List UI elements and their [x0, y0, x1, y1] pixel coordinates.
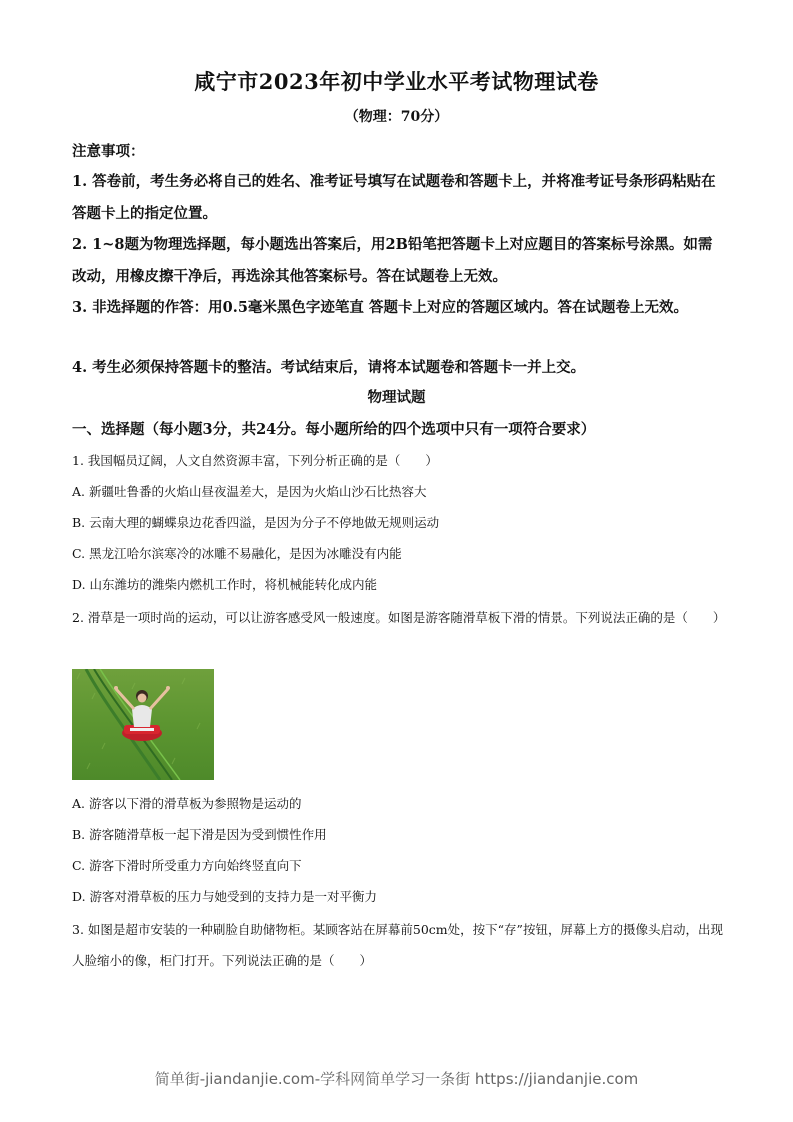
grass-sliding-photo: [72, 669, 214, 780]
option-d: D. 游客对滑草板的压力与她受到的支持力是一对平衡力: [72, 889, 378, 904]
note-item: 4. 考生必须保持答题卡的整洁。考试结束后，请将本试题卷和答题卡一并上交。: [72, 359, 586, 376]
note-item: 2. 1~8题为物理选择题，每小题选出答案后，用2B铅笔把答题卡上对应题目的答案标号涂黑。如需改动，用橡皮擦干净后，再选涂其他答案标号。答在试题卷上无效。: [72, 236, 713, 285]
section-heading: 一、选择题（每小题3分，共24分。每小题所给的四个选项中只有一项符合要求）: [72, 421, 596, 438]
option-b: B. 云南大理的蝴蝶泉边花香四溢，是因为分子不停地做无规则运动: [72, 515, 440, 530]
notes-heading: 注意事项：: [72, 143, 145, 160]
option-a: A. 游客以下滑的滑草板为参照物是运动的: [72, 796, 302, 811]
option-d: D. 山东潍坊的潍柴内燃机工作时，将机械能转化成内能: [72, 577, 378, 592]
section-title: 物理试题: [367, 389, 426, 406]
page-title: 咸宁市2023年初中学业水平考试物理试卷: [194, 69, 599, 94]
note-item: 1. 答卷前，考生务必将自己的姓名、准考证号填写在试题卷和答题卡上，并将准考证号条形码粘贴在答题卡上的指定位置。: [72, 173, 716, 222]
question-stem: 1. 我国幅员辽阔，人文自然资源丰富，下列分析正确的是（ ）: [72, 453, 438, 468]
question-stem: 2. 滑草是一项时尚的运动，可以让游客感受风一般速度。如图是游客随滑草板下滑的情景。下列说法正确的是（ ）: [72, 610, 726, 625]
option-a: A. 新疆吐鲁番的火焰山昼夜温差大，是因为火焰山沙石比热容大: [72, 484, 427, 499]
footer-watermark: 简单街-jiandanjie.com-学科网简单学习一条街 https://jiandanjie.com: [154, 1070, 639, 1088]
note-item: 3. 非选择题的作答：用0.5毫米黑色字迹笔直 答题卡上对应的答题区域内。答在试题卷上无效。: [72, 299, 688, 316]
question-stem: 3. 如图是超市安装的一种刷脸自助储物柜。某顾客站在屏幕前50cm处，按下“存”按钮，屏幕上方的摄像头启动，出现人脸缩小的像，柜门打开。下列说法正确的是（ ）: [72, 922, 723, 968]
exam-score-subtitle: （物理：70分）: [344, 109, 449, 125]
option-b: B. 游客随滑草板一起下滑是因为受到惯性作用: [72, 827, 327, 842]
option-c: C. 黑龙江哈尔滨寒冷的冰雕不易融化，是因为冰雕没有内能: [72, 546, 402, 561]
option-c: C. 游客下滑时所受重力方向始终竖直向下: [72, 858, 302, 873]
